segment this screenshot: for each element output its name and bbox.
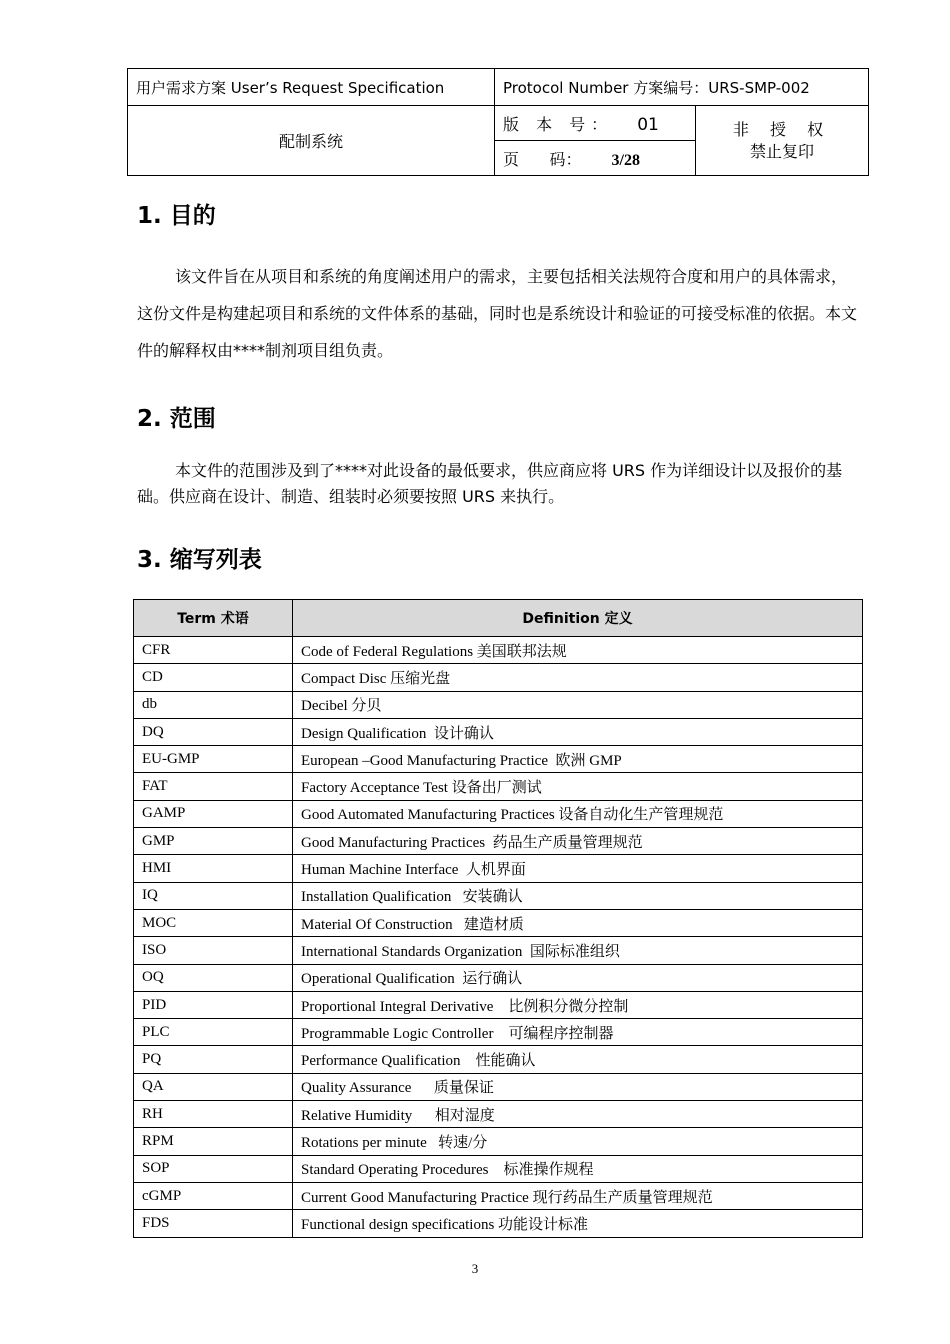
- definition-column-header: Definition 定义: [293, 600, 863, 637]
- table-row: [134, 746, 863, 773]
- definition-cell: Rotations per minute 转速/分: [293, 1128, 863, 1155]
- table-row: [134, 718, 863, 745]
- definition-cell: Functional design specifications 功能设计标准: [293, 1210, 863, 1237]
- definition-cell: Proportional Integral Derivative 比例积分微分控制: [293, 991, 863, 1018]
- term-cell: SOP: [134, 1155, 293, 1182]
- term-column-header: Term 术语: [134, 600, 293, 637]
- definition-cell: Factory Acceptance Test 设备出厂测试: [293, 773, 863, 800]
- page-label: 页 码：: [503, 149, 582, 169]
- abbreviation-table-body: [134, 637, 863, 1238]
- definition-cell: Quality Assurance 质量保证: [293, 1073, 863, 1100]
- table-row: [134, 828, 863, 855]
- table-row: [134, 1101, 863, 1128]
- abbreviation-table: [133, 599, 863, 1238]
- term-cell: OQ: [134, 964, 293, 991]
- term-cell: RH: [134, 1101, 293, 1128]
- term-cell: cGMP: [134, 1182, 293, 1209]
- definition-cell: European –Good Manufacturing Practice 欧洲 GMP: [293, 746, 863, 773]
- doc-title-cell: 用户需求方案 User’s Request Specification: [128, 69, 495, 106]
- auth-line-2: 禁止复印: [749, 141, 814, 161]
- section-1-text: 该文件旨在从项目和系统的角度阐述用户的需求，主要包括相关法规符合度和用户的具体需求，这份文件是构建起项目和系统的文件体系的基础，同时也是系统设计和验证的可接受标准的依据。本文件的解释权由****制剂项目组负责。: [137, 267, 858, 360]
- table-row: [134, 1210, 863, 1237]
- term-cell: IQ: [134, 882, 293, 909]
- term-cell: FDS: [134, 1210, 293, 1237]
- definition-cell: Code of Federal Regulations 美国联邦法规: [293, 637, 863, 664]
- definition-cell: Operational Qualification 运行确认: [293, 964, 863, 991]
- section-2-text: 本文件的范围涉及到了****对此设备的最低要求，供应商应将 URS 作为详细设计以及报价的基础。供应商在设计、制造、组装时必须要按照 URS 来执行。: [137, 461, 843, 506]
- table-row: [134, 1155, 863, 1182]
- page-value: 3/28: [611, 151, 640, 169]
- definition-cell: Good Automated Manufacturing Practices 设备自动化生产管理规范: [293, 800, 863, 827]
- definition-cell: Material Of Construction 建造材质: [293, 909, 863, 936]
- table-row: [134, 964, 863, 991]
- section-3-heading: 3. 缩写列表: [137, 547, 262, 573]
- table-row: [134, 1046, 863, 1073]
- term-cell: PLC: [134, 1019, 293, 1046]
- table-row: [134, 800, 863, 827]
- page-number: 3: [471, 1261, 479, 1276]
- definition-cell: Human Machine Interface 人机界面: [293, 855, 863, 882]
- definition-cell: Current Good Manufacturing Practice 现行药品生产质量管理规范: [293, 1182, 863, 1209]
- definition-cell: International Standards Organization 国际标准组织: [293, 937, 863, 964]
- definition-cell: Performance Qualification 性能确认: [293, 1046, 863, 1073]
- definition-cell: Design Qualification 设计确认: [293, 718, 863, 745]
- table-row: [134, 691, 863, 718]
- definition-cell: Programmable Logic Controller 可编程序控制器: [293, 1019, 863, 1046]
- term-cell: CFR: [134, 637, 293, 664]
- version-value: 01: [637, 114, 659, 135]
- table-row: [134, 1019, 863, 1046]
- table-row: [134, 1182, 863, 1209]
- definition-cell: Compact Disc 压缩光盘: [293, 664, 863, 691]
- term-cell: FAT: [134, 773, 293, 800]
- term-cell: PQ: [134, 1046, 293, 1073]
- protocol-number-cell: Protocol Number 方案编号：URS-SMP-002: [495, 69, 869, 106]
- table-row: [134, 909, 863, 936]
- term-cell: QA: [134, 1073, 293, 1100]
- term-cell: GAMP: [134, 800, 293, 827]
- version-cell: [495, 106, 696, 141]
- term-cell: HMI: [134, 855, 293, 882]
- term-cell: DQ: [134, 718, 293, 745]
- term-cell: PID: [134, 991, 293, 1018]
- definition-cell: Decibel 分贝: [293, 691, 863, 718]
- definition-cell: Relative Humidity 相对湿度: [293, 1101, 863, 1128]
- document-header-table: [127, 68, 869, 176]
- section-2-heading: 2. 范围: [137, 406, 216, 432]
- table-row: [134, 664, 863, 691]
- definition-cell: Standard Operating Procedures 标准操作规程: [293, 1155, 863, 1182]
- auth-line-1: 非 授 权: [732, 119, 832, 139]
- term-cell: RPM: [134, 1128, 293, 1155]
- term-cell: MOC: [134, 909, 293, 936]
- version-label: 版 本 号：: [503, 114, 614, 134]
- table-row: [134, 855, 863, 882]
- term-cell: db: [134, 691, 293, 718]
- definition-cell: Good Manufacturing Practices 药品生产质量管理规范: [293, 828, 863, 855]
- authorization-cell: [696, 106, 869, 176]
- system-name-cell: 配制系统: [128, 106, 495, 176]
- table-row: [134, 637, 863, 664]
- table-row: [134, 773, 863, 800]
- term-cell: GMP: [134, 828, 293, 855]
- term-cell: EU-GMP: [134, 746, 293, 773]
- table-row: [134, 937, 863, 964]
- section-1-heading: 1. 目的: [137, 203, 216, 229]
- table-row: [134, 882, 863, 909]
- table-row: [134, 991, 863, 1018]
- term-cell: CD: [134, 664, 293, 691]
- term-cell: ISO: [134, 937, 293, 964]
- definition-cell: Installation Qualification 安装确认: [293, 882, 863, 909]
- page-cell: [495, 141, 696, 176]
- table-row: [134, 1073, 863, 1100]
- table-row: [134, 1128, 863, 1155]
